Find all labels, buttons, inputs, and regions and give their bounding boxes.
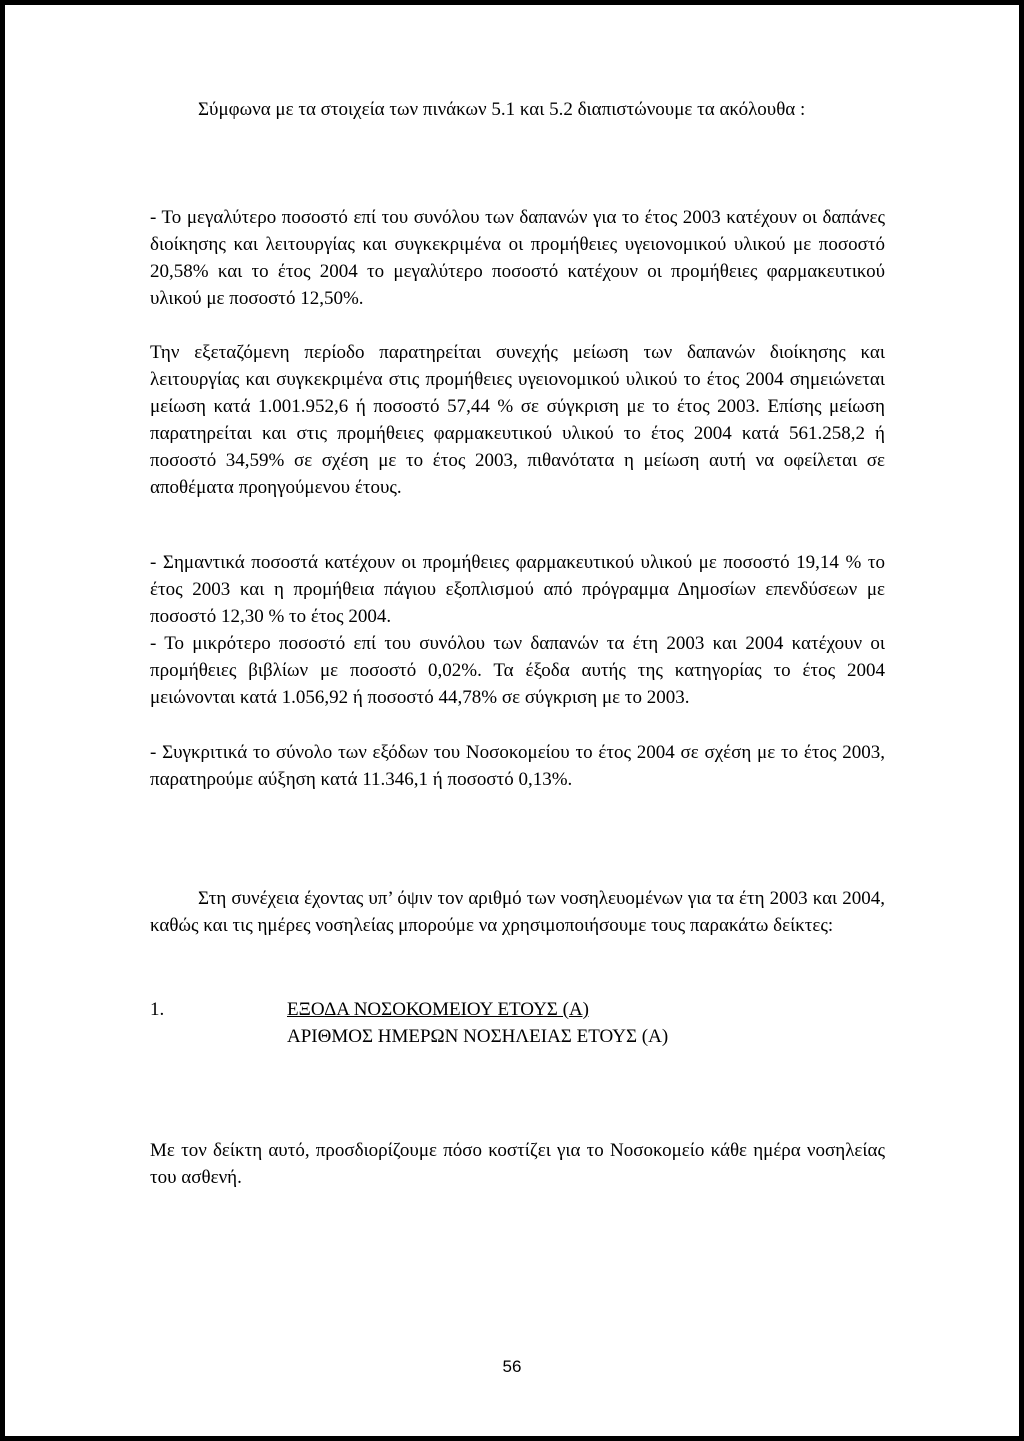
intro-text: Σύμφωνα με τα στοιχεία των πινάκων 5.1 και 5.2 διαπιστώνουμε τα ακόλουθα :	[198, 99, 806, 120]
document-page	[5, 5, 1019, 1436]
bullet-smallest-share-text: - Το μικρότερο ποσοστό επί του συνόλου των δαπανών τα έτη 2003 και 2004 κατέχουν οι προμήθειες βιβλίων με ποσοστό 0,02%. Τα έξοδα αυτής της κατηγορίας το έτος 2004 μειώνονται κατά 1.056,92 ή ποσοστό 44,78% σε σύγκριση με το 2003.	[150, 633, 885, 708]
bullet-largest-share	[150, 204, 885, 312]
bullet-significant-shares	[150, 549, 885, 630]
bullet-significant-shares-text: - Σημαντικά ποσοστά κατέχουν οι προμήθειες φαρμακευτικού υλικού με ποσοστό 19,14 % το έτος 2003 και η προμήθεια πάγιου εξοπλισμού από πρόγραμμα Δημοσίων επενδύσεων με ποσοστό 12,30 % το έτος 2004.	[150, 552, 885, 627]
index-definition-paragraph	[150, 1137, 885, 1191]
page-number: 56	[502, 1357, 522, 1376]
decrease-paragraph	[150, 339, 885, 501]
bullet-total-comparison	[150, 739, 885, 793]
index-denominator: ΑΡΙΘΜΟΣ ΗΜΕΡΩΝ ΝΟΣΗΛΕΙΑΣ ΕΤΟΥΣ (Α)	[287, 1026, 669, 1047]
indicators-intro-text: Στη συνέχεια έχοντας υπ’ όψιν τον αριθμό των νοσηλευομένων για τα έτη 2003 και 2004, καθώς και τις ημέρες νοσηλείας μπορούμε να χρησιμοποιήσουμε τους παρακάτω δείκτες:	[150, 888, 885, 936]
intro-paragraph	[150, 96, 885, 123]
index-definition-text: Με τον δείκτη αυτό, προσδιορίζουμε πόσο κοστίζει για το Νοσοκομείο κάθε ημέρα νοσηλείας του ασθενή.	[150, 1140, 885, 1188]
index-numerator: ΕΞΟΔΑ ΝΟΣΟΚΟΜΕΙΟΥ ΕΤΟΥΣ (Α)	[287, 999, 589, 1020]
indicators-intro-paragraph	[150, 885, 885, 939]
bullet-largest-share-text: - Το μεγαλύτερο ποσοστό επί του συνόλου των δαπανών για το έτος 2003 κατέχουν οι δαπάνες διοίκησης και λειτουργίας και συγκεκριμένα οι προμήθειες υγειονομικού υλικού με ποσοστό 20,58% και το έτος 2004 το μεγαλύτερο ποσοστό κατέχουν οι προμήθειες φαρμακευτικού υλικού με ποσοστό 12,50%.	[150, 207, 885, 309]
index-number: 1.	[150, 999, 165, 1020]
decrease-paragraph-text: Την εξεταζόμενη περίοδο παρατηρείται συνεχής μείωση των δαπανών διοίκησης και λειτουργίας και συγκεκριμένα στις προμήθειες υγειονομικού υλικού το έτος 2004 σημειώνεται μείωση κατά 1.001.952,6 ή ποσοστό 57,44 % σε σύγκριση με το έτος 2003. Επίσης μείωση παρατηρείται και στις προμήθειες φαρμακευτικού υλικού το έτος 2004 κατά 561.258,2 ή ποσοστό 34,59% σε σχέση με το έτος 2003, πιθανότατα η μείωση αυτή να οφείλεται σε αποθέματα προηγούμενου έτους.	[150, 342, 885, 498]
bullet-total-comparison-text: - Συγκριτικά το σύνολο των εξόδων του Νοσοκομείου το έτος 2004 σε σχέση με το έτος 2003, παρατηρούμε αύξηση κατά 11.346,1 ή ποσοστό 0,13%.	[150, 742, 885, 790]
bullet-smallest-share	[150, 630, 885, 711]
